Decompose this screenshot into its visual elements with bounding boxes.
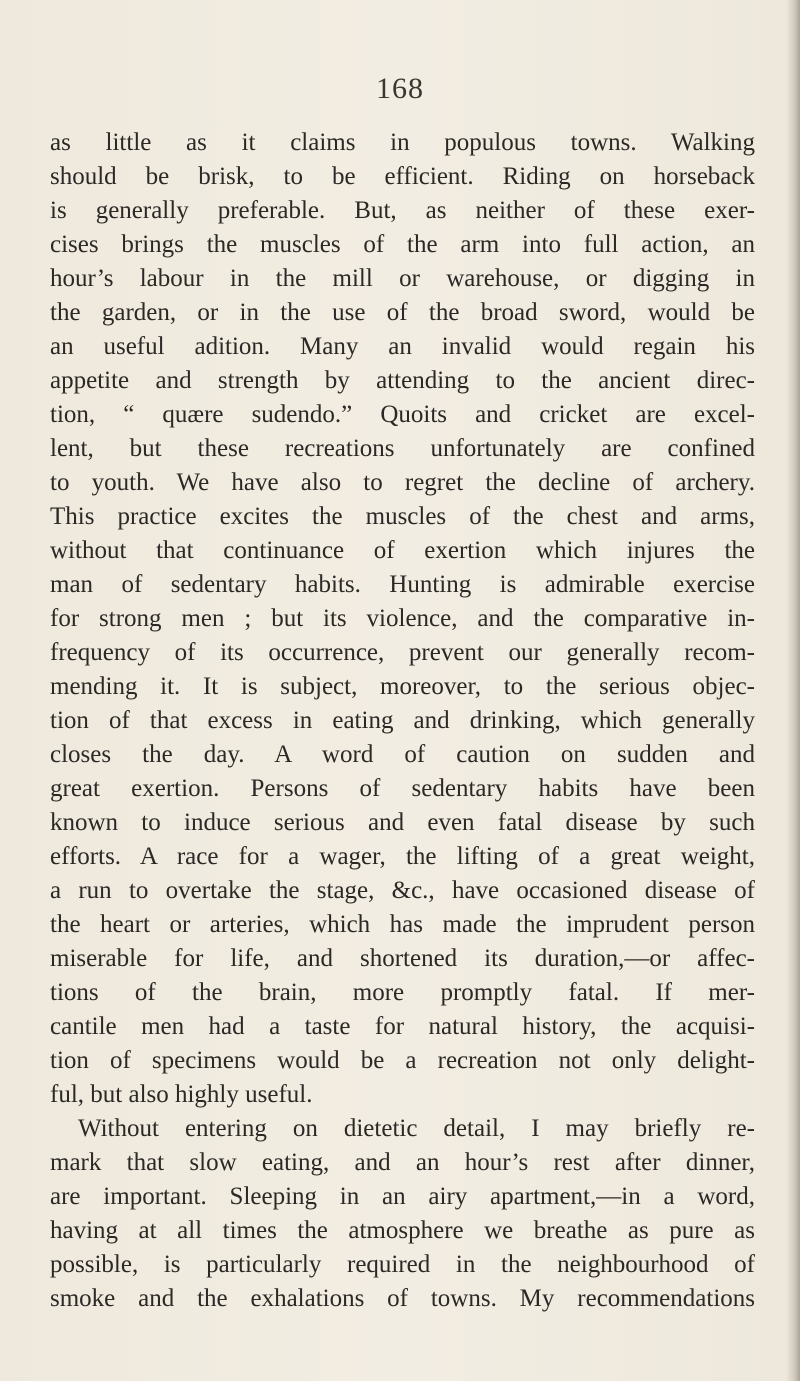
text-line-1: as little as it claims in populous towns. Walking — [50, 129, 755, 156]
text-line-31: mark that slow eating, and an hour’s rest after dinner, — [50, 1149, 755, 1176]
text-line-14: man of sedentary habits. Hunting is admirable exercise — [50, 571, 755, 598]
text-line-24: the heart or arteries, which has made the imprudent person — [50, 911, 755, 938]
text-line-23: a run to overtake the stage, &c., have occasioned disease of — [50, 877, 755, 904]
text-line-17: mending it. It is subject, moreover, to the serious objec- — [50, 673, 755, 700]
text-line-12: This practice excites the muscles of the chest and arms, — [50, 503, 755, 530]
text-line-11: to youth. We have also to regret the decline of archery. — [50, 469, 755, 496]
text-line-21: known to induce serious and even fatal disease by such — [50, 809, 755, 836]
text-line-22: efforts. A race for a wager, the lifting of a great weight, — [50, 843, 755, 870]
text-line-7: an useful adition. Many an invalid would regain his — [50, 333, 755, 360]
page-number: 168 — [376, 72, 424, 105]
text-line-34: possible, is particularly required in the neighbourhood of — [50, 1251, 755, 1278]
text-line-28: tion of specimens would be a recreation not only delight- — [50, 1047, 755, 1074]
text-line-19: closes the day. A word of caution on sudden and — [50, 741, 755, 768]
text-line-16: frequency of its occurrence, prevent our generally recom- — [50, 639, 755, 666]
text-line-32: are important. Sleeping in an airy apartment,—in a word, — [50, 1183, 755, 1210]
text-line-29: ful, but also highly useful. — [50, 1081, 313, 1108]
text-line-33: having at all times the atmosphere we breathe as pure as — [50, 1217, 755, 1244]
text-line-6: the garden, or in the use of the broad sword, would be — [50, 299, 755, 326]
text-line-35: smoke and the exhalations of towns. My recommendations — [50, 1285, 755, 1312]
text-line-3: is generally preferable. But, as neither of these exer- — [50, 197, 755, 224]
text-line-10: lent, but these recreations unfortunately are confined — [50, 435, 755, 462]
text-line-15: for strong men ; but its violence, and the comparative in- — [50, 605, 755, 632]
page-edge-shadow — [786, 0, 800, 1381]
text-line-18: tion of that excess in eating and drinking, which generally — [50, 707, 755, 734]
text-line-30: Without entering on dietetic detail, I may briefly re- — [78, 1115, 755, 1142]
text-line-5: hour’s labour in the mill or warehouse, or digging in — [50, 265, 755, 292]
text-line-8: appetite and strength by attending to the ancient direc- — [50, 367, 755, 394]
text-line-13: without that continuance of exertion which injures the — [50, 537, 755, 564]
text-line-2: should be brisk, to be efficient. Riding on horseback — [50, 163, 755, 190]
text-line-20: great exertion. Persons of sedentary habits have been — [50, 775, 755, 802]
text-line-25: miserable for life, and shortened its duration,—or affec- — [50, 945, 755, 972]
text-line-26: tions of the brain, more promptly fatal. If mer- — [50, 979, 755, 1006]
text-line-9: tion, “ quære sudendo.” Quoits and cricket are excel- — [50, 401, 755, 428]
text-line-27: cantile men had a taste for natural history, the acquisi- — [50, 1013, 755, 1040]
text-line-4: cises brings the muscles of the arm into full action, an — [50, 231, 755, 258]
